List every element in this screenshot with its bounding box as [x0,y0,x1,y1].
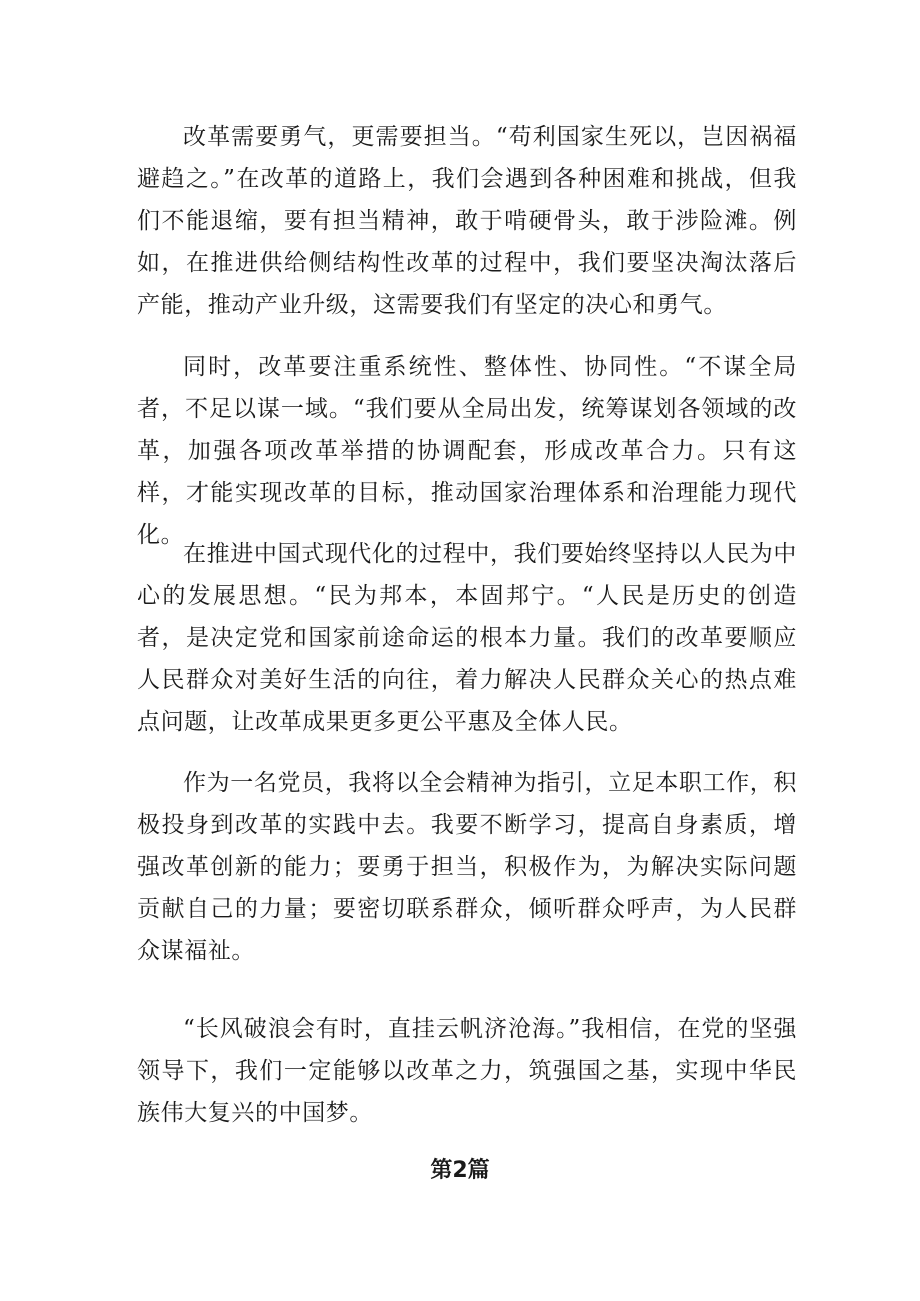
paragraph-party-member [137,762,797,972]
paragraph-text: 同时，改革要注重系统性、整体性、协同性。“不谋全局者，不足以谋一域。“我们要从全局出发，统筹谋划各领域的改革，加强各项改革举措的协调配套，形成改革合力。只有这样，才能实现改革的目标，推动国家治理体系和治理能力现代化。 [137,354,797,548]
paragraph-conclusion [137,1008,797,1134]
paragraph-reform-courage [137,116,797,326]
paragraph-reform-systematic [137,346,797,556]
paragraph-text: “长风破浪会有时，直挂云帆济沧海。”我相信，在党的坚强领导下，我们一定能够以改革之力，筑强国之基，实现中华民族伟大复兴的中国梦。 [137,1016,797,1126]
paragraph-text: 改革需要勇气，更需要担当。“苟利国家生死以，岂因祸福避趋之。”在改革的道路上，我们会遇到各种困难和挑战，但我们不能退缩，要有担当精神，敢于啃硬骨头，敢于涉险滩。例如，在推进供给侧结构性改革的过程中，我们要坚决淘汰落后产能，推动产业升级，这需要我们有坚定的决心和勇气。 [137,124,797,318]
paragraph-text: 在推进中国式现代化的过程中，我们要始终坚持以人民为中心的发展思想。“民为邦本，本固邦宁。“人民是历史的创造者，是决定党和国家前途命运的根本力量。我们的改革要顺应人民群众对美好生活的向往，着力解决人民群众关心的热点难点问题，让改革成果更多更公平惠及全体人民。 [137,541,797,735]
paragraph-people-centered [137,533,797,743]
paragraph-text: 作为一名党员，我将以全会精神为指引，立足本职工作，积极投身到改革的实践中去。我要不断学习，提高自身素质，增强改革创新的能力；要勇于担当，积极作为，为解决实际问题贡献自己的力量；要密切联系群众，倾听群众呼声，为人民群众谋福祉。 [137,770,797,964]
section-heading: 第2篇 [430,1158,490,1183]
